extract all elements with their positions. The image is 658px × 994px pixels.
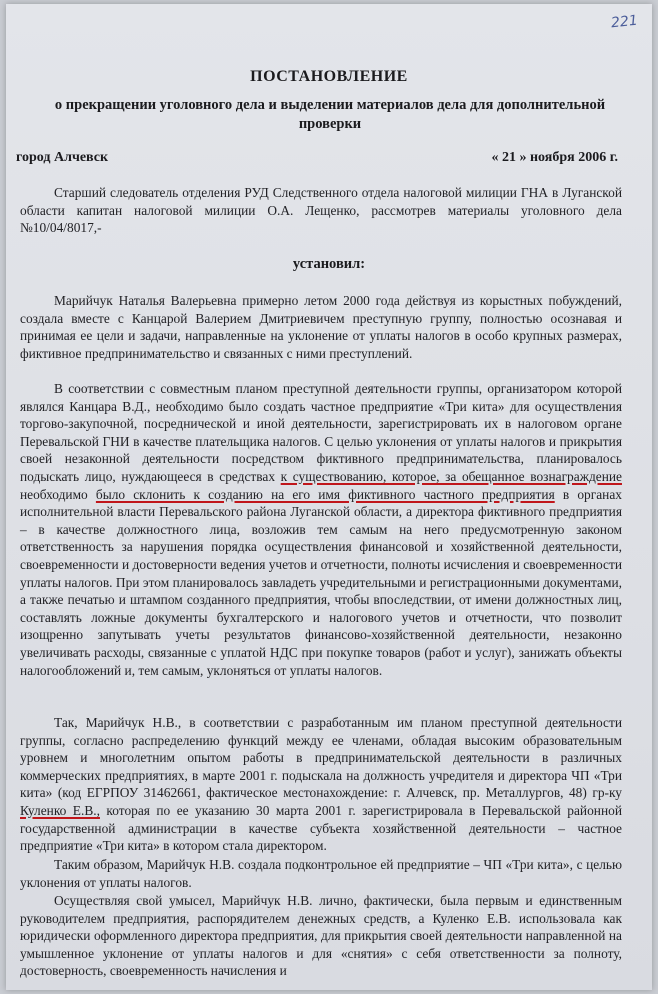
paragraph-4: Таким образом, Марийчук Н.В. создала подконтрольное ей предприятие – ЧП «Три кита», с целью уклонения от уплаты налогов. bbox=[20, 857, 622, 890]
paragraph-1: Марийчук Наталья Валерьевна примерно летом 2000 года действуя из корыстных побуждений, создала вместе с Канцарой Валерием Дмитриевичем преступную группу, полностью осознавая и принимая ее цели и задачи, направленные на уклонение от уплаты налогов в особо крупных размерах, фиктивное предпринимательство и связанных с ними преступлений. bbox=[20, 293, 622, 361]
paragraph-2-part-a: В соответствии с совместным планом преступной деятельности группы, организатором которой являлся Канцара В.Д., необходимо было создать частное предприятие «Три кита» для осуществления торгово-закупочной, посреднической и иной деятельности, зарегистрировать их в налоговом органе Перевальской ГНИ в качестве плательщика налогов. С целью уклонения от уплаты налогов и прикрытия своей незаконной деятельности посредством фиктивного предпринимательства, планировалось подыскать лицо, нуждающееся в средствах bbox=[20, 381, 622, 484]
document-title: ПОСТАНОВЛЕНИЕ bbox=[250, 68, 408, 85]
paragraph-3-part-b: которая по ее указанию 30 марта 2001 г. зарегистрировала в Перевальской районной государственной администрации в качестве субъекта хозяйственной деятельности – частное предприятие «Три кита» в котором стала директором. bbox=[20, 802, 622, 854]
underlined-phrase-1: к существованию, которое, за обещанное вознаграждение bbox=[280, 468, 622, 484]
document-subtitle: о прекращении уголовного дела и выделении материалов дела для дополнительной проверки bbox=[54, 97, 606, 132]
paragraph-3 bbox=[20, 714, 622, 855]
paragraph-3-part-a: Так, Марийчук Н.В., в соответствии с разработанным им планом преступной деятельности группы, согласно распределению функций между ее членами, обладая высоким образовательным уровнем и многолетним опытом работы в предпринимательской деятельности в различных коммерческих предприятиях, в марте 2001 г. подыскала на должность учредителя и директора ЧП «Три кита» (код ЕГРПОУ 31462661, фактическое местонахождение: г. Алчевск, пр. Металлургов, 48) гр-ку bbox=[20, 715, 622, 801]
city-label: город Алчевск bbox=[16, 150, 109, 165]
document-date: « 21 » ноября 2006 г. bbox=[491, 150, 618, 165]
underlined-name: Куленко Е.В., bbox=[20, 802, 100, 818]
underlined-phrase-2: было склонить к созданию на его имя фиктивного частного предприятия bbox=[95, 486, 555, 502]
document-page bbox=[6, 4, 652, 990]
handwritten-page-number: 221 bbox=[610, 12, 639, 32]
paragraph-2 bbox=[20, 380, 622, 679]
paragraph-2-part-b: необходимо bbox=[20, 486, 88, 502]
paragraph-2-part-c: в органах исполнительной власти Перевальского района Луганской области, а директора фиктивного предприятия – в качестве должностного лица, возложив тем самым на него предусмотренную законом ответственность за нарушения порядка осуществления финансовой и хозяйственной деятельности, своевременности и достоверности ведения учетов и отчетности, полноты исчисления и своевременности уплаты налогов. При этом планировалось завладеть учредительными и регистрационными документами, а также печатью и штампом созданного предприятия, чтобы впоследствии, от имени должностных лиц, составлять ложные документы бухгалтерского и налогового учетов и отчетности, что позволит изощренно запутывать учеты результатов финансово-хозяйственной деятельности, незаконно увеличивать расходы, связанные с уплатой НДС при покупке товаров (работ и услуг), занижать объекты налогообложений и, тем самым, уклоняться от уплаты налогов. bbox=[20, 486, 622, 678]
section-heading: установил: bbox=[292, 256, 366, 272]
intro-paragraph: Старший следователь отделения РУД Следственного отдела налоговой милиции ГНА в Луганской области капитан налоговой милиции О.А. Лещенко, рассмотрев материалы уголовного дела №10/04/8017,- bbox=[20, 185, 622, 236]
paragraph-5: Осуществляя свой умысел, Марийчук Н.В. лично, фактически, была первым и единственным руководителем предприятия, распорядителем денежных средств, а Куленко Е.В. использовала как юридически оформленного директора предприятия, для прикрытия своей деятельности направленной на умышленное уклонение от уплаты налогов и для «снятия» с себя ответственности за полноту, достоверность, своевременность начисления и bbox=[20, 893, 622, 979]
